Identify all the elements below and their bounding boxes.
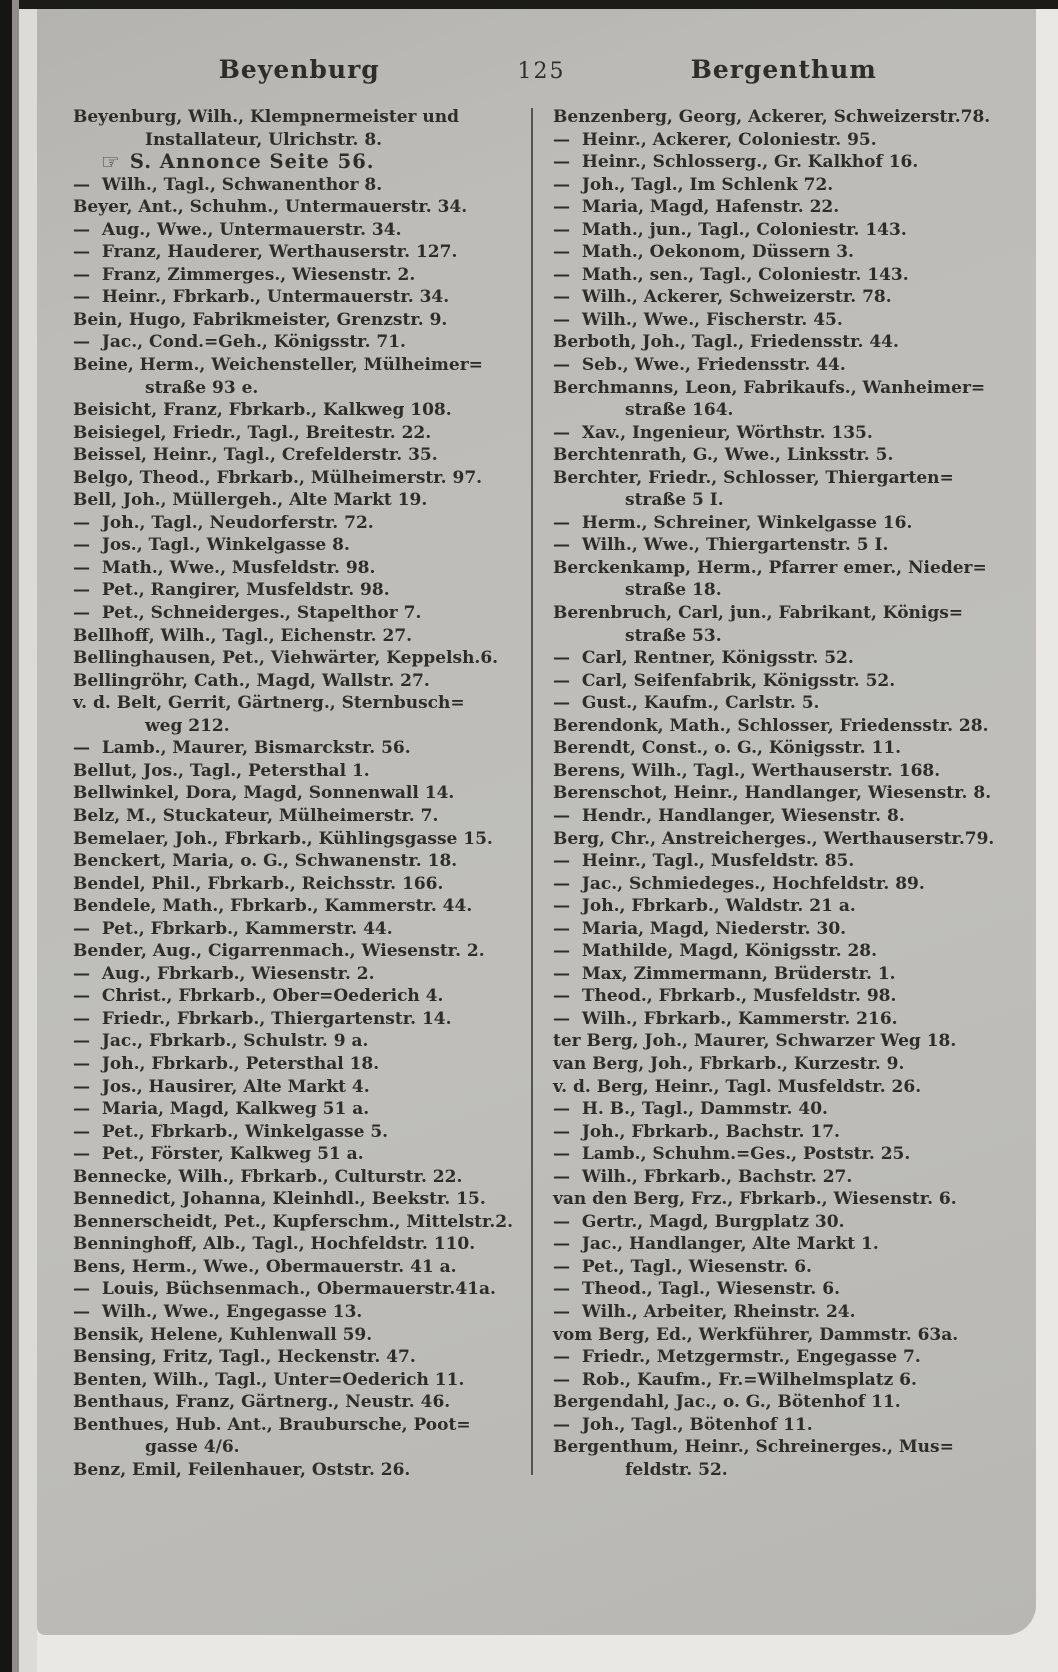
directory-entry: Bender, Aug., Cigarrenmach., Wiesenstr. 2. [73, 941, 485, 962]
directory-entry: Berchmanns, Leon, Fabrikaufs., Wanheimer= [553, 377, 986, 398]
directory-entry: — Hendr., Handlanger, Wiesenstr. 8. [553, 805, 905, 826]
directory-entry: — Jac., Cond.=Geh., Königsstr. 71. [73, 332, 406, 353]
directory-entry: — Gust., Kaufm., Carlstr. 5. [553, 693, 820, 714]
directory-entry: v. d. Belt, Gerrit, Gärtnerg., Sternbusch= [73, 693, 465, 714]
directory-entry: Beine, Herm., Weichensteller, Mülheimer= [73, 355, 483, 376]
directory-entry: — Math., Oekonom, Düssern 3. [553, 242, 854, 263]
directory-entry: — Wilh., Fbrkarb., Bachstr. 27. [553, 1166, 853, 1187]
directory-entry: Bennecke, Wilh., Fbrkarb., Culturstr. 22. [73, 1166, 463, 1187]
directory-entry: — Theod., Fbrkarb., Musfeldstr. 98. [553, 986, 897, 1007]
column-right [537, 106, 1023, 1481]
scan-edge-left [0, 0, 12, 1672]
directory-entry: — Heinr., Tagl., Musfeldstr. 85. [553, 851, 855, 872]
directory-entry: v. d. Berg, Heinr., Tagl. Musfeldstr. 26. [553, 1076, 922, 1097]
directory-entry: — Joh., Fbrkarb., Waldstr. 21 a. [553, 896, 856, 917]
directory-entry: — H. B., Tagl., Dammstr. 40. [553, 1099, 828, 1120]
directory-entry: — Math., jun., Tagl., Coloniestr. 143. [553, 219, 907, 240]
directory-entry: — Carl, Rentner, Königsstr. 52. [553, 648, 854, 669]
directory-entry: Belz, M., Stuckateur, Mülheimerstr. 7. [73, 805, 439, 826]
directory-entry: — Max, Zimmermann, Brüderstr. 1. [553, 963, 896, 984]
directory-entry: Bell, Joh., Müllergeh., Alte Markt 19. [73, 490, 428, 511]
directory-entry: — Jos., Hausirer, Alte Markt 4. [73, 1076, 370, 1097]
directory-entry: — Gertr., Magd, Burgplatz 30. [553, 1211, 845, 1232]
scan-edge-top [0, 0, 1058, 9]
directory-entry: ter Berg, Joh., Maurer, Schwarzer Weg 18. [553, 1031, 957, 1052]
directory-entry: — Aug., Fbrkarb., Wiesenstr. 2. [73, 963, 375, 984]
column-left [73, 106, 525, 1481]
directory-entry: Bendele, Math., Fbrkarb., Kammerstr. 44. [73, 896, 473, 917]
directory-entry: Bensik, Helene, Kuhlenwall 59. [73, 1324, 373, 1345]
directory-entry: — Wilh., Wwe., Engegasse 13. [73, 1301, 363, 1322]
directory-entry: Berendonk, Math., Schlosser, Friedensstr. 28. [553, 715, 989, 736]
directory-entry: Bellinghausen, Pet., Viehwärter, Keppelsh.6. [73, 648, 499, 669]
directory-entry: — Wilh., Tagl., Schwanenthor 8. [73, 174, 383, 195]
directory-entry-continuation: gasse 4/6. [145, 1437, 240, 1458]
directory-entry: Bellingröhr, Cath., Magd, Wallstr. 27. [73, 670, 430, 691]
directory-entry-continuation: feldstr. 52. [625, 1459, 728, 1480]
directory-entry: — Joh., Tagl., Neudorferstr. 72. [73, 512, 374, 533]
directory-entry: — Wilh., Wwe., Thiergartenstr. 5 I. [553, 535, 889, 556]
paper [37, 9, 1036, 1635]
directory-entry: — Jac., Schmiedeges., Hochfeldstr. 89. [553, 873, 925, 894]
directory-entry: Benz, Emil, Feilenhauer, Oststr. 26. [73, 1459, 411, 1480]
directory-entry: — Lamb., Schuhm.=Ges., Poststr. 25. [553, 1144, 911, 1165]
directory-entry: — Pet., Förster, Kalkweg 51 a. [73, 1144, 364, 1165]
directory-entry: Benninghoff, Alb., Tagl., Hochfeldstr. 110. [73, 1234, 476, 1255]
directory-entry: — Heinr., Schlosserg., Gr. Kalkhof 16. [553, 152, 919, 173]
directory-entry: — Joh., Tagl., Im Schlenk 72. [553, 174, 834, 195]
directory-entry: Benzenberg, Georg, Ackerer, Schweizerstr.78. [553, 107, 991, 127]
directory-columns [37, 84, 1036, 1481]
directory-entry: Beyer, Ant., Schuhm., Untermauerstr. 34. [73, 197, 468, 218]
page-number: 125 [517, 59, 566, 84]
directory-entry: Bergenthum, Heinr., Schreinerges., Mus= [553, 1437, 954, 1458]
scan-edge-left-shadow [12, 0, 19, 1672]
directory-entry: — Aug., Wwe., Untermauerstr. 34. [73, 219, 402, 240]
directory-entry: Beissel, Heinr., Tagl., Crefelderstr. 35. [73, 445, 438, 466]
directory-entry: — Seb., Wwe., Friedensstr. 44. [553, 355, 846, 376]
directory-entry: Bellwinkel, Dora, Magd, Sonnenwall 14. [73, 783, 455, 804]
directory-entry: Bendel, Phil., Fbrkarb., Reichsstr. 166. [73, 873, 444, 894]
directory-entry: — Jac., Fbrkarb., Schulstr. 9 a. [73, 1031, 369, 1052]
directory-entry: — Math., sen., Tagl., Coloniestr. 143. [553, 264, 909, 285]
directory-entry: Berckenkamp, Herm., Pfarrer emer., Nieder= [553, 557, 987, 578]
directory-entry: Belgo, Theod., Fbrkarb., Mülheimerstr. 97. [73, 467, 483, 488]
directory-entry: — Xav., Ingenieur, Wörthstr. 135. [553, 422, 873, 443]
header-right-title: Bergenthum [690, 55, 877, 84]
directory-entry: Bellhoff, Wilh., Tagl., Eichenstr. 27. [73, 625, 413, 646]
directory-entry: — Heinr., Ackerer, Coloniestr. 95. [553, 129, 877, 150]
directory-entry: — Jac., Handlanger, Alte Markt 1. [553, 1234, 879, 1255]
directory-entry: Bein, Hugo, Fabrikmeister, Grenzstr. 9. [73, 309, 448, 330]
directory-entry: Beyenburg, Wilh., Klempnermeister und [73, 107, 460, 127]
directory-entry: — Friedr., Metzgermstr., Engegasse 7. [553, 1347, 921, 1368]
directory-entry: — Heinr., Fbrkarb., Untermauerstr. 34. [73, 287, 450, 308]
directory-entry-continuation: straße 53. [625, 625, 722, 646]
directory-entry: vom Berg, Ed., Werkführer, Dammstr. 63a. [553, 1324, 959, 1345]
directory-entry-continuation: straße 93 e. [145, 377, 259, 398]
directory-entry: Bens, Herm., Wwe., Obermauerstr. 41 a. [73, 1256, 457, 1277]
directory-entry: Benthaus, Franz, Gärtnerg., Neustr. 46. [73, 1392, 451, 1413]
directory-entry: Berenbruch, Carl, jun., Fabrikant, Königs= [553, 603, 964, 624]
directory-entry: van den Berg, Frz., Fbrkarb., Wiesenstr. 6. [553, 1189, 957, 1210]
directory-entry: — Joh., Fbrkarb., Petersthal 18. [73, 1053, 380, 1074]
directory-entry: van Berg, Joh., Fbrkarb., Kurzestr. 9. [553, 1053, 905, 1074]
directory-entry: — Pet., Rangirer, Musfeldstr. 98. [73, 580, 390, 601]
directory-entry: — Mathilde, Magd, Königsstr. 28. [553, 941, 878, 962]
directory-entry: — Rob., Kaufm., Fr.=Wilhelmsplatz 6. [553, 1369, 917, 1390]
directory-entry: — Christ., Fbrkarb., Ober=Oederich 4. [73, 986, 444, 1007]
directory-entry: Bellut, Jos., Tagl., Petersthal 1. [73, 760, 370, 781]
directory-entry: — Wilh., Ackerer, Schweizerstr. 78. [553, 287, 892, 308]
directory-entry: — Joh., Fbrkarb., Bachstr. 17. [553, 1121, 840, 1142]
directory-entry: Bemelaer, Joh., Fbrkarb., Kühlingsgasse 15. [73, 828, 493, 849]
directory-entry-continuation: weg 212. [145, 715, 230, 736]
directory-entry: — Franz, Zimmerges., Wiesenstr. 2. [73, 264, 416, 285]
directory-entry: — Pet., Schneiderges., Stapelthor 7. [73, 603, 422, 624]
header-left-title: Beyenburg [218, 55, 380, 84]
directory-entry: — Maria, Magd, Hafenstr. 22. [553, 197, 840, 218]
directory-entry: Berendt, Const., o. G., Königsstr. 11. [553, 738, 902, 759]
directory-entry-continuation: straße 5 I. [625, 490, 724, 511]
directory-entry-continuation: Installateur, Ulrichstr. 8. [145, 129, 383, 150]
directory-entry: Bennedict, Johanna, Kleinhdl., Beekstr. 15. [73, 1189, 486, 1210]
directory-entry: Berenschot, Heinr., Handlanger, Wiesenstr. 8. [553, 783, 992, 804]
directory-entry: Berchtenrath, G., Wwe., Linksstr. 5. [553, 445, 894, 466]
directory-entry: — Lamb., Maurer, Bismarckstr. 56. [73, 738, 411, 759]
directory-entry: Berboth, Joh., Tagl., Friedensstr. 44. [553, 332, 899, 353]
directory-entry: Berchter, Friedr., Schlosser, Thiergarten= [553, 467, 954, 488]
directory-entry: Bergendahl, Jac., o. G., Bötenhof 11. [553, 1392, 901, 1413]
column-divider [531, 108, 533, 1475]
directory-entry: — Friedr., Fbrkarb., Thiergartenstr. 14. [73, 1008, 452, 1029]
directory-entry: — Pet., Fbrkarb., Winkelgasse 5. [73, 1121, 389, 1142]
annonce-note [73, 151, 525, 174]
directory-entry: — Wilh., Arbeiter, Rheinstr. 24. [553, 1301, 856, 1322]
directory-entry: Berens, Wilh., Tagl., Werthauserstr. 168. [553, 760, 941, 781]
directory-entry: Berg, Chr., Anstreicherges., Werthauserstr.79. [553, 828, 995, 849]
directory-entry: Benckert, Maria, o. G., Schwanenstr. 18. [73, 851, 458, 872]
directory-entry: — Theod., Tagl., Wiesenstr. 6. [553, 1279, 840, 1300]
directory-entry: Beisicht, Franz, Fbrkarb., Kalkweg 108. [73, 400, 452, 421]
directory-entry: — Jos., Tagl., Winkelgasse 8. [73, 535, 350, 556]
directory-entry: — Maria, Magd, Kalkweg 51 a. [73, 1099, 370, 1120]
pointing-hand-icon: ☞ [101, 149, 121, 174]
directory-entry: Bennerscheidt, Pet., Kupferschm., Mittelstr.2. [73, 1211, 514, 1232]
directory-entry: Benthues, Hub. Ant., Braubursche, Poot= [73, 1414, 471, 1435]
directory-entry: Benten, Wilh., Tagl., Unter=Oederich 11. [73, 1369, 465, 1390]
directory-entry: — Wilh., Wwe., Fischerstr. 45. [553, 309, 843, 330]
directory-entry: — Franz, Hauderer, Werthauserstr. 127. [73, 242, 458, 263]
directory-entry-continuation: straße 164. [625, 400, 734, 421]
directory-entry: — Maria, Magd, Niederstr. 30. [553, 918, 847, 939]
directory-entry: — Math., Wwe., Musfeldstr. 98. [73, 557, 376, 578]
directory-entry: — Herm., Schreiner, Winkelgasse 16. [553, 512, 913, 533]
directory-entry-continuation: straße 18. [625, 580, 722, 601]
directory-entry: — Carl, Seifenfabrik, Königsstr. 52. [553, 670, 896, 691]
directory-entry: Beisiegel, Friedr., Tagl., Breitestr. 22. [73, 422, 432, 443]
directory-entry: — Pet., Tagl., Wiesenstr. 6. [553, 1256, 812, 1277]
annonce-text: S. Annonce Seite 56. [129, 150, 375, 174]
directory-entry: — Joh., Tagl., Bötenhof 11. [553, 1414, 813, 1435]
directory-entry: — Wilh., Fbrkarb., Kammerstr. 216. [553, 1008, 898, 1029]
directory-entry: — Louis, Büchsenmach., Obermauerstr.41a. [73, 1279, 496, 1300]
page-header [37, 9, 1036, 84]
scan-margin-strip [19, 9, 37, 1672]
directory-entry: — Pet., Fbrkarb., Kammerstr. 44. [73, 918, 393, 939]
directory-entry: Bensing, Fritz, Tagl., Heckenstr. 47. [73, 1347, 416, 1368]
